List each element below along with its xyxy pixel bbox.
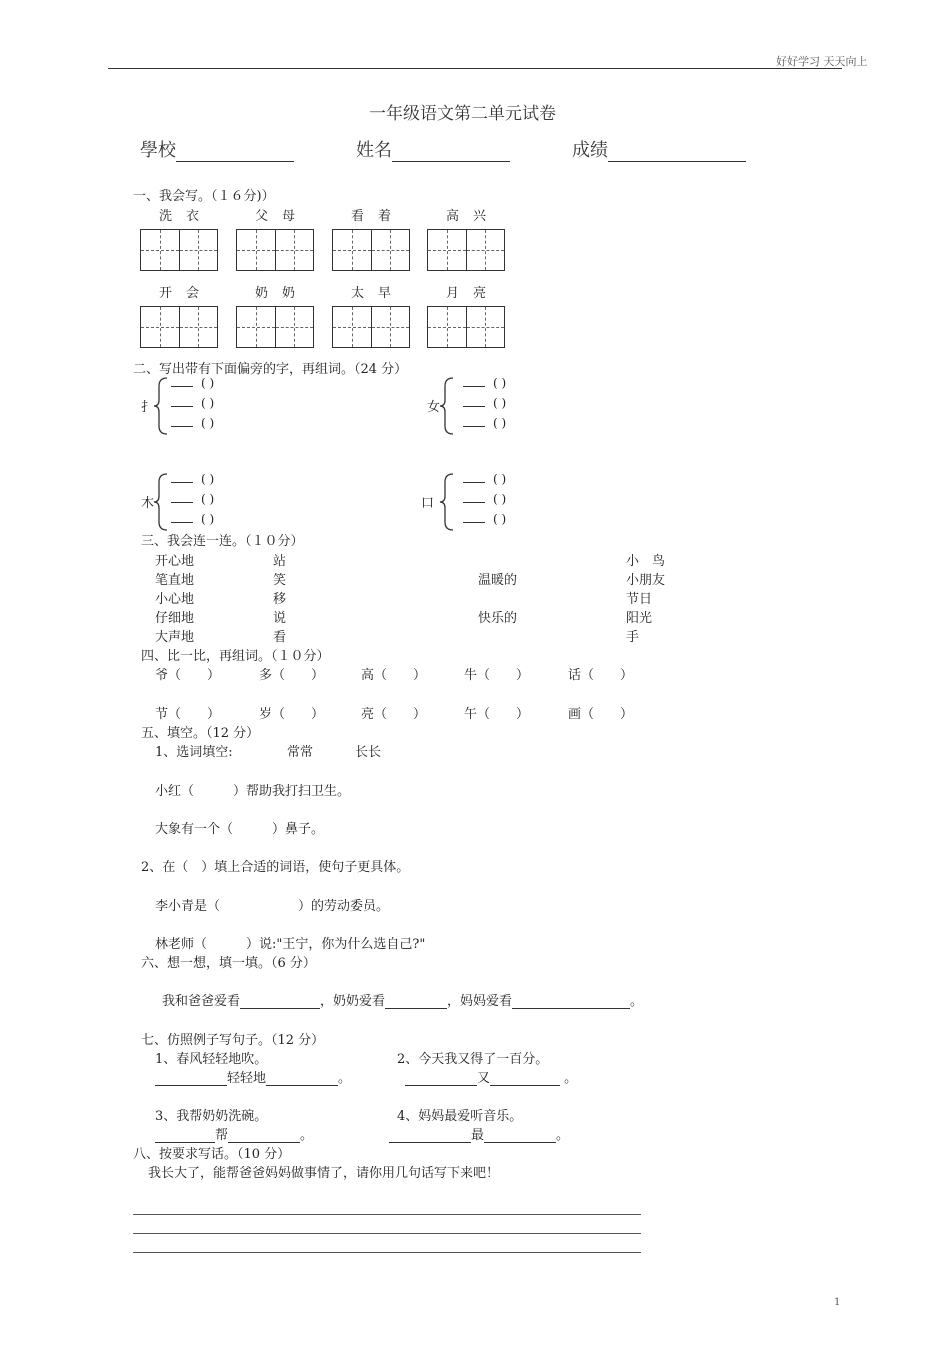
name-label: 姓名	[356, 140, 392, 161]
question-1-label: 1、选词填空:	[155, 745, 233, 760]
name-blank[interactable]	[392, 145, 510, 162]
chars-1-1: 洗衣	[158, 209, 213, 224]
writing-grid[interactable]	[332, 229, 410, 271]
brace-icon	[439, 472, 455, 532]
writing-grid[interactable]	[332, 306, 410, 348]
answer-blank[interactable]	[490, 1069, 560, 1086]
compare-item[interactable]: 多（ ）	[259, 668, 325, 683]
score-field	[572, 136, 746, 162]
match-item[interactable]: 小 鸟	[626, 554, 666, 569]
chars-1-2: 父母	[254, 209, 309, 224]
answer-slot[interactable]: ( )	[171, 472, 214, 486]
brace-icon	[439, 376, 455, 436]
imitate-line: 轻轻地 。	[155, 1067, 351, 1086]
score-label: 成绩	[572, 140, 608, 161]
answer-slot[interactable]: ( )	[463, 512, 506, 526]
name-field	[356, 136, 510, 162]
word-choice: 常常	[287, 745, 314, 760]
header-rule	[108, 68, 842, 69]
radical-label: 女	[427, 400, 441, 415]
header-motto: 好好学习 天天向上	[776, 55, 868, 68]
match-item[interactable]: 笑	[273, 573, 287, 588]
answer-blank[interactable]	[155, 1069, 227, 1086]
radical-group-2	[427, 376, 577, 436]
compare-item[interactable]: 牛（ ）	[464, 668, 530, 683]
compare-item[interactable]: 爷（ ）	[155, 668, 221, 683]
brace-icon	[153, 472, 169, 532]
brace-icon	[153, 376, 169, 436]
answer-blank[interactable]	[155, 1126, 215, 1143]
writing-line[interactable]	[133, 1252, 641, 1253]
answer-slot[interactable]: ( )	[171, 396, 214, 410]
compare-item[interactable]: 午（ ）	[464, 707, 530, 722]
compare-item[interactable]: 岁（ ）	[259, 707, 325, 722]
fill-sentence[interactable]: 小红（ ）帮助我打扫卫生。	[155, 784, 351, 799]
example-sentence: 3、我帮奶奶洗碗。	[155, 1109, 268, 1124]
radical-label: 口	[421, 496, 435, 511]
fill-sentence[interactable]: 大象有一个（ ）鼻子。	[155, 822, 325, 837]
radical-label: 扌	[141, 400, 155, 415]
page-number: 1	[834, 1297, 841, 1308]
example-sentence: 4、妈妈最爱听音乐。	[397, 1109, 523, 1124]
school-blank[interactable]	[176, 145, 294, 162]
section-1-heading: 一、我会写。（１６分)）	[133, 189, 275, 204]
match-item[interactable]: 仔细地	[155, 611, 195, 626]
section-6-heading: 六、想一想，填一填。（6 分）	[141, 956, 316, 971]
school-field	[140, 136, 294, 162]
section-5-heading: 五、填空。（12 分）	[141, 726, 260, 741]
fill-sentence[interactable]: 林老师（ ）说:"王宁，你为什么选自己?"	[155, 937, 426, 952]
match-item[interactable]: 温暖的	[478, 573, 518, 588]
writing-line[interactable]	[133, 1214, 641, 1215]
answer-blank[interactable]	[484, 1126, 556, 1143]
match-item[interactable]: 大声地	[155, 630, 195, 645]
answer-blank[interactable]	[389, 1126, 471, 1143]
answer-slot[interactable]: ( )	[171, 512, 214, 526]
writing-grid[interactable]	[427, 306, 505, 348]
writing-line[interactable]	[133, 1233, 641, 1234]
answer-slot[interactable]: ( )	[171, 376, 214, 390]
match-item[interactable]: 开心地	[155, 554, 195, 569]
radical-label: 木	[141, 496, 155, 511]
radical-group-1	[141, 376, 291, 436]
compare-item[interactable]: 话（ ）	[568, 668, 634, 683]
answer-slot[interactable]: ( )	[463, 492, 506, 506]
chars-1-3: 看着	[350, 209, 405, 224]
radical-group-4	[421, 472, 571, 532]
compare-item[interactable]: 亮（ ）	[361, 707, 427, 722]
match-item[interactable]: 阳光	[626, 611, 653, 626]
answer-blank[interactable]	[405, 1069, 477, 1086]
answer-slot[interactable]: ( )	[463, 472, 506, 486]
writing-prompt: 我长大了，能帮爸爸妈妈做事情了，请你用几句话写下来吧！	[148, 1166, 500, 1181]
compare-item[interactable]: 高（ ）	[361, 668, 427, 683]
answer-slot[interactable]: ( )	[463, 376, 506, 390]
section-3-heading: 三、我会连一连。（１０分）	[141, 534, 304, 549]
match-item[interactable]: 小朋友	[626, 573, 666, 588]
compare-item[interactable]: 节（ ）	[155, 707, 221, 722]
answer-blank[interactable]	[240, 992, 320, 1009]
writing-grid[interactable]	[236, 229, 314, 271]
section-4-heading: 四、比一比，再组词。（１０分）	[141, 649, 330, 664]
writing-grid[interactable]	[236, 306, 314, 348]
section-2-heading: 二、写出带有下面偏旁的字，再组词。（24 分）	[133, 362, 408, 377]
match-item[interactable]: 站	[273, 554, 287, 569]
writing-grid[interactable]	[427, 229, 505, 271]
chars-1-4: 高兴	[445, 209, 500, 224]
question-2-label: 2、在（ ）填上合适的词语，使句子更具体。	[141, 860, 410, 875]
writing-grid[interactable]	[140, 229, 218, 271]
school-label: 學校	[140, 140, 176, 161]
answer-slot[interactable]: ( )	[463, 396, 506, 410]
match-item[interactable]: 说	[273, 611, 287, 626]
match-item[interactable]: 节日	[626, 592, 653, 607]
match-item[interactable]: 快乐的	[478, 611, 518, 626]
page-title: 一年级语文第二单元试卷	[369, 104, 556, 124]
writing-grid[interactable]	[140, 306, 218, 348]
match-item[interactable]: 小心地	[155, 592, 195, 607]
match-item[interactable]: 笔直地	[155, 573, 195, 588]
fill-sentence[interactable]: 李小青是（ ）的劳动委员。	[155, 899, 390, 914]
chars-2-2: 奶奶	[254, 286, 309, 301]
match-item[interactable]: 手	[626, 630, 640, 645]
match-item[interactable]: 移	[273, 592, 287, 607]
chars-2-3: 太早	[350, 286, 405, 301]
answer-blank[interactable]	[266, 1069, 338, 1086]
answer-slot[interactable]: ( )	[463, 416, 506, 430]
answer-slot[interactable]: ( )	[171, 492, 214, 506]
section-7-heading: 七、仿照例子写句子。（12 分）	[141, 1033, 325, 1048]
answer-blank[interactable]	[228, 1126, 300, 1143]
match-item[interactable]: 看	[273, 630, 287, 645]
answer-blank[interactable]	[512, 992, 630, 1009]
answer-blank[interactable]	[385, 992, 447, 1009]
section-8-heading: 八、按要求写话。（10 分）	[133, 1147, 291, 1162]
chars-2-1: 开会	[158, 286, 213, 301]
radical-group-3	[141, 472, 291, 532]
score-blank[interactable]	[608, 145, 746, 162]
imitate-line: 帮 。	[155, 1124, 313, 1143]
chars-2-4: 月亮	[445, 286, 500, 301]
example-sentence: 1、春风轻轻地吹。	[155, 1052, 268, 1067]
fill-line-sentence: 我和爸爸爱看 ，奶奶爱看 ，妈妈爱看 。	[162, 994, 644, 1009]
answer-slot[interactable]: ( )	[171, 416, 214, 430]
imitate-line: 最 。	[389, 1124, 569, 1143]
imitate-line: 又 。	[405, 1067, 577, 1086]
compare-item[interactable]: 画（ ）	[568, 707, 634, 722]
example-sentence: 2、今天我又得了一百分。	[397, 1052, 549, 1067]
word-choice: 长长	[355, 745, 382, 760]
